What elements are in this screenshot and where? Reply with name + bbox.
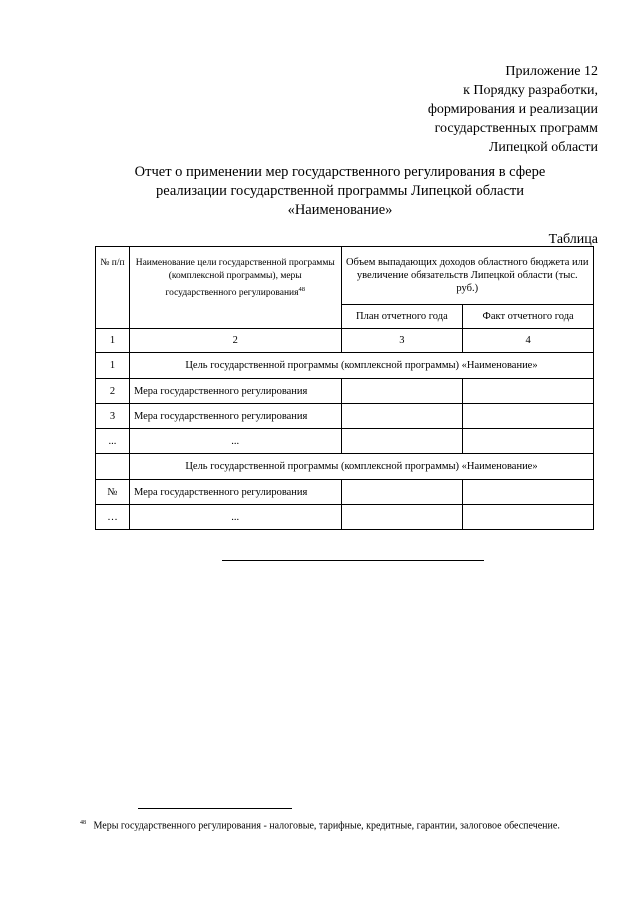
title-line: реализации государственной программы Липецкой области	[155, 183, 525, 199]
plan-cell	[341, 429, 463, 454]
measure-cell: ...	[129, 429, 341, 454]
table-caption: Таблица	[548, 232, 598, 247]
row-num: №	[96, 480, 130, 505]
row-num	[96, 454, 130, 480]
table-row-goal	[96, 454, 594, 480]
column-number: 4	[463, 329, 594, 353]
header-name: Наименование цели государственной программы (комплексной программы), меры государственного регулирования$^{48}$	[129, 247, 341, 329]
table-row	[96, 379, 594, 404]
title-line: Отчет о применении мер государственного регулирования в сфере	[134, 164, 546, 180]
table-row-goal	[96, 353, 594, 379]
footnote	[80, 817, 595, 832]
column-number: 1	[96, 329, 130, 353]
column-number: 3	[341, 329, 463, 353]
footnote-ref: 48	[298, 286, 305, 293]
column-number-row	[96, 329, 594, 353]
plan-cell	[341, 404, 463, 429]
table-row	[96, 404, 594, 429]
appendix-heading	[428, 62, 598, 157]
table-header-row	[96, 247, 594, 305]
table-row	[96, 480, 594, 505]
plan-cell	[341, 480, 463, 505]
report-table	[95, 246, 594, 530]
fact-cell	[463, 429, 594, 454]
header-num: № п/п	[96, 247, 130, 329]
row-num: 1	[96, 353, 130, 379]
fact-cell	[463, 404, 594, 429]
appendix-line: государственных программ	[434, 121, 598, 136]
title-line: «Наименование»	[287, 202, 393, 218]
row-num: …	[96, 505, 130, 530]
table-row	[96, 429, 594, 454]
table-row	[96, 505, 594, 530]
plan-cell	[341, 379, 463, 404]
header-plan: План отчетного года	[341, 305, 463, 329]
row-num: 2	[96, 379, 130, 404]
plan-cell	[341, 505, 463, 530]
appendix-line: Приложение 12	[505, 64, 598, 79]
fact-cell	[463, 480, 594, 505]
goal-cell: Цель государственной программы (комплексной программы) «Наименование»	[129, 454, 593, 480]
row-num: ...	[96, 429, 130, 454]
appendix-line: к Порядку разработки,	[463, 83, 598, 98]
appendix-line: Липецкой области	[488, 140, 598, 155]
measure-cell: ...	[129, 505, 341, 530]
column-number: 2	[129, 329, 341, 353]
fact-cell	[463, 379, 594, 404]
goal-cell: Цель государственной программы (комплексной программы) «Наименование»	[129, 353, 593, 379]
row-num: 3	[96, 404, 130, 429]
separator-line	[222, 560, 484, 561]
header-volume: Объем выпадающих доходов областного бюджета или увеличение обязательств Липецкой области (тыс. руб.)	[341, 247, 594, 305]
report-title	[80, 163, 600, 220]
footnote-separator	[138, 808, 292, 809]
header-fact: Факт отчетного года	[463, 305, 594, 329]
measure-cell: Мера государственного регулирования	[129, 404, 341, 429]
fact-cell	[463, 505, 594, 530]
measure-cell: Мера государственного регулирования	[129, 480, 341, 505]
appendix-line: формирования и реализации	[427, 102, 598, 117]
footnote-number: 48	[80, 820, 86, 826]
measure-cell: Мера государственного регулирования	[129, 379, 341, 404]
footnote-text: Меры государственного регулирования - налоговые, тарифные, кредитные, гарантии, залоговое обеспечение.	[93, 820, 560, 832]
